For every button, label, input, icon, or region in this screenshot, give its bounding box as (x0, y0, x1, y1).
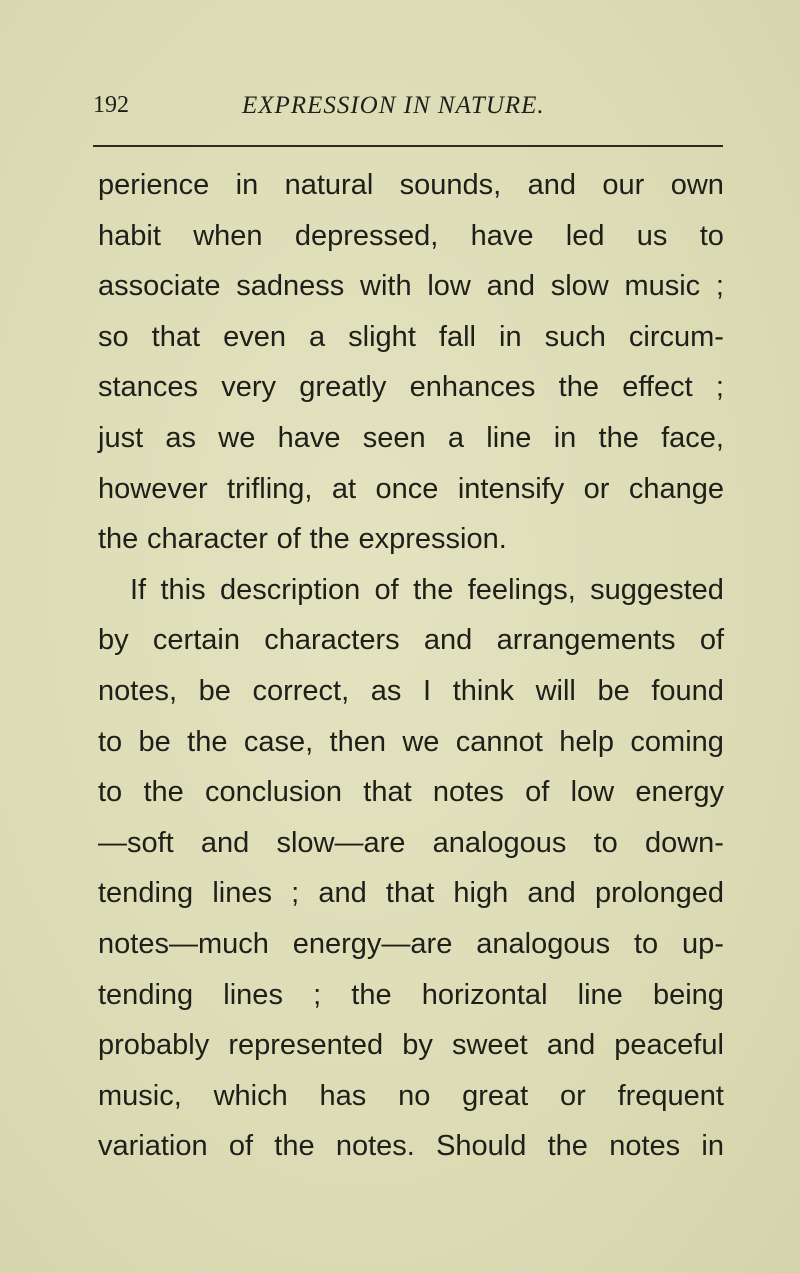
word: then (329, 725, 386, 758)
word: when (193, 219, 263, 252)
word: to (593, 826, 618, 859)
word: character (147, 523, 268, 556)
word: high (453, 877, 509, 910)
page-header (93, 92, 733, 132)
word: notes, (98, 674, 177, 707)
word: effect (622, 371, 693, 404)
word: I (423, 674, 432, 707)
word: peaceful (614, 1029, 724, 1062)
word: think (452, 674, 514, 707)
word: or (560, 1079, 586, 1112)
word: energy—are (292, 927, 453, 960)
word: that (151, 320, 201, 353)
word: even (223, 320, 286, 353)
word: the (98, 523, 139, 556)
word: natural (284, 169, 374, 201)
word: and (486, 270, 535, 303)
word: horizontal (421, 978, 548, 1011)
word: description (219, 573, 361, 606)
word: once (375, 472, 439, 505)
text-line (98, 211, 724, 262)
body-text (98, 160, 724, 1172)
word: in (499, 320, 522, 353)
word: be (198, 674, 231, 707)
word: the (547, 1130, 588, 1163)
word: line (486, 421, 532, 454)
word: variation (98, 1130, 208, 1163)
word: prolonged (594, 877, 724, 910)
word: the (598, 421, 639, 454)
word: arrangements (496, 624, 676, 657)
word: as (165, 421, 197, 454)
text-line (98, 919, 724, 970)
word: by (402, 1029, 433, 1062)
word: seen (362, 421, 426, 454)
text-line (98, 767, 724, 818)
word: of (374, 573, 399, 606)
word: and (527, 169, 577, 201)
word: ; (291, 877, 300, 910)
word: the (309, 523, 350, 556)
word: sounds, (399, 169, 502, 201)
word: lines (212, 877, 272, 910)
word: such (544, 320, 606, 353)
text-line (98, 160, 724, 211)
word: correct, (252, 674, 350, 707)
word: so (98, 320, 129, 353)
word: analogous (476, 927, 611, 960)
word: in (235, 169, 259, 201)
word: of (699, 624, 724, 657)
word: Should (436, 1130, 527, 1163)
word: found (651, 674, 724, 707)
word: low (427, 270, 471, 303)
word: sadness (236, 270, 345, 303)
word: perience (98, 169, 210, 201)
word: tending (98, 877, 194, 910)
word: to (633, 927, 659, 960)
text-line (98, 1020, 724, 1071)
word: help (559, 725, 615, 758)
word: notes. (335, 1130, 415, 1163)
word: the (143, 776, 184, 809)
word: slow (550, 270, 609, 303)
word: feelings, (467, 573, 576, 606)
text-line (98, 1121, 724, 1172)
word: to (699, 219, 724, 252)
word: frequent (617, 1079, 724, 1112)
word: and (423, 624, 473, 657)
word: in (701, 1130, 724, 1163)
word: intensify (457, 472, 565, 505)
text-line (98, 666, 724, 717)
word: as (370, 674, 402, 707)
word: and (527, 877, 576, 910)
text-line (98, 970, 724, 1021)
running-head: EXPRESSION IN NATURE. (242, 92, 545, 119)
text-line (98, 514, 724, 565)
word: circum- (628, 320, 724, 353)
word: slight (348, 320, 416, 353)
word: at (331, 472, 357, 505)
word: analogous (432, 826, 567, 859)
word: a (309, 320, 326, 353)
word: a (447, 421, 465, 454)
word: change (628, 472, 724, 505)
word: has (319, 1079, 367, 1112)
word: probably (98, 1029, 210, 1062)
word: by (98, 624, 129, 657)
word: low (570, 776, 615, 809)
word: the (351, 978, 392, 1011)
word: represented (228, 1029, 384, 1062)
word: energy (635, 776, 724, 809)
text-line (98, 312, 724, 363)
word: ; (715, 371, 724, 404)
word: to (98, 725, 123, 758)
word: case, (243, 725, 314, 758)
word: our (602, 169, 645, 201)
word: the (558, 371, 599, 404)
word: coming (630, 725, 724, 758)
word: of (276, 523, 301, 556)
header-rule (93, 145, 723, 147)
word: no (398, 1079, 431, 1112)
word: music (624, 270, 701, 303)
word: cannot (455, 725, 543, 758)
word: depressed, (294, 219, 439, 252)
word: we (402, 725, 440, 758)
text-line (98, 413, 724, 464)
word: face, (661, 421, 724, 454)
text-line (98, 261, 724, 312)
word: have (277, 421, 341, 454)
text-line (98, 868, 724, 919)
word: have (470, 219, 534, 252)
word: tending (98, 978, 194, 1011)
word: notes—much (98, 927, 269, 960)
word: line (577, 978, 623, 1011)
word: characters (264, 624, 400, 657)
word: that (363, 776, 412, 809)
word: trifling, (227, 472, 313, 505)
word: just (98, 421, 144, 454)
word: stances (98, 371, 198, 404)
word: habit (98, 219, 161, 252)
word: down- (644, 826, 724, 859)
word: be (597, 674, 630, 707)
word: sweet (451, 1029, 528, 1062)
word: notes (609, 1130, 681, 1163)
word: will (535, 674, 576, 707)
word: and (200, 826, 250, 859)
word: expression. (358, 523, 507, 556)
word: ; (715, 270, 724, 303)
word: this (160, 573, 206, 606)
text-line (98, 565, 724, 616)
word: music, (98, 1079, 182, 1112)
word: the (413, 573, 454, 606)
word: If (130, 573, 147, 606)
word: and (318, 877, 367, 910)
word: in (553, 421, 577, 454)
text-line (98, 818, 724, 869)
word: associate (98, 270, 221, 303)
text-line (98, 717, 724, 768)
word: conclusion (205, 776, 343, 809)
word: own (670, 169, 724, 201)
word: ; (313, 978, 322, 1011)
word: very (221, 371, 277, 404)
word: and (546, 1029, 596, 1062)
word: great (462, 1079, 529, 1112)
text-line (98, 1071, 724, 1122)
word: which (213, 1079, 288, 1112)
text-line (98, 362, 724, 413)
word: we (218, 421, 256, 454)
word: of (228, 1130, 254, 1163)
word: certain (152, 624, 240, 657)
word: the (274, 1130, 315, 1163)
word: us (636, 219, 668, 252)
word: with (360, 270, 412, 303)
word: greatly (299, 371, 387, 404)
word: fall (438, 320, 476, 353)
word: led (565, 219, 605, 252)
word: suggested (590, 573, 724, 606)
word: however (98, 472, 208, 505)
word: enhances (409, 371, 536, 404)
text-line (98, 615, 724, 666)
word: to (98, 776, 123, 809)
word: that (385, 877, 435, 910)
word: the (187, 725, 228, 758)
word: or (583, 472, 610, 505)
word: notes (432, 776, 504, 809)
word: —soft (98, 826, 174, 859)
word: up- (682, 927, 724, 960)
word: lines (223, 978, 283, 1011)
word: be (138, 725, 171, 758)
word: of (525, 776, 550, 809)
page-number: 192 (93, 92, 129, 118)
word: slow—are (276, 826, 406, 859)
text-line (98, 464, 724, 515)
word: being (652, 978, 724, 1011)
